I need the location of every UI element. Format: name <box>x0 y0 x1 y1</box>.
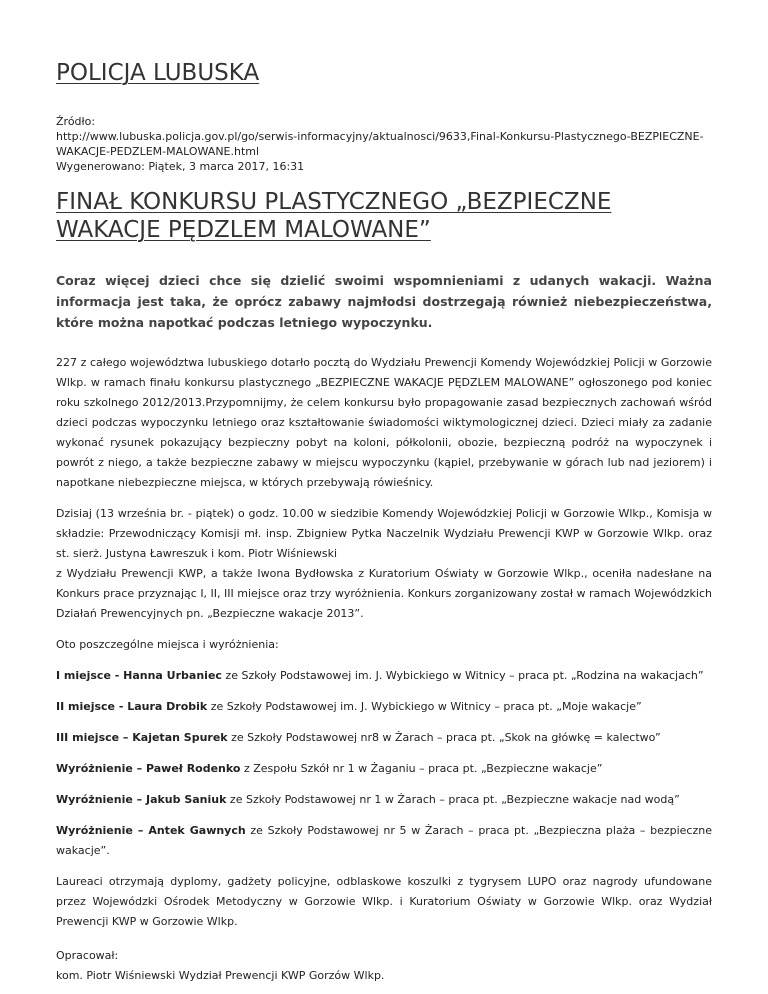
award-item <box>56 666 712 686</box>
award-item <box>56 697 712 717</box>
site-title[interactable]: POLICJA LUBUSKA <box>56 60 260 86</box>
article-title[interactable]: FINAŁ KONKURSU PLASTYCZNEGO „BEZPIECZNE WAKACJE PĘDZLEM MALOWANE” <box>56 188 612 243</box>
award-description: ze Szkoły Podstawowej nr 5 w Żarach – praca pt. „Bezpieczna plaża – bezpieczne wakacje”. <box>56 823 712 857</box>
award-winner: Wyróżnienie – Jakub Saniuk <box>56 792 227 806</box>
award-winner: II miejsce - Laura Drobik <box>56 699 208 713</box>
award-description: z Zespołu Szkół nr 1 w Żaganiu – praca pt. „Bezpieczne wakacje” <box>240 761 603 775</box>
award-description: ze Szkoły Podstawowej nr 1 w Żarach – praca pt. „Bezpieczne wakacje nad wodą” <box>226 792 680 806</box>
award-item <box>56 821 712 861</box>
author-label: Opracował: <box>56 948 119 962</box>
award-item <box>56 790 712 810</box>
article-paragraph-1: 227 z całego województwa lubuskiego dotarło pocztą do Wydziału Prewencji Komendy Wojewódzkiej Policji w Gorzowie Wlkp. w ramach finału konkursu plastycznego „BEZPIECZNE WAKACJE PĘDZLEM MALOWANE” ogłoszonego pod koniec roku szkolnego 2012/2013.Przypomnijmy, że celem konkursu było propagowanie zasad bezpiecznych zachowań wśród dzieci podczas wypoczynku letniego oraz kształtowanie świadomości wiktymologicznej dzieci. Dzieci miały za zadanie wykonać rysunek pokazujący bezpieczny pobyt na koloni, półkolonii, obozie, bezpieczną podróż na wypoczynek i powrót z niego, a także bezpieczne zabawy w miejscu wypoczynku (kąpiel, przebywanie w górach lub nad jeziorem) i napotkane niebezpieczne miejsca, w których przebywają rówieśnicy. <box>56 355 712 489</box>
award-description: ze Szkoły Podstawowej im. J. Wybickiego w Witnicy – praca pt. „Rodzina na wakacjach” <box>221 668 704 682</box>
award-winner: Wyróżnienie – Antek Gawnych <box>56 823 246 837</box>
award-winner: Wyróżnienie – Paweł Rodenko <box>56 761 241 775</box>
award-winner: I miejsce - Hanna Urbaniec <box>56 668 222 682</box>
article-paragraph-2-part-b: z Wydziału Prewencji KWP, a także Iwona Bydłowska z Kuratorium Oświaty w Gorzowie Wlkp., oceniła nadesłane na Konkurs prace przyznając I, II, III miejsce oraz trzy wyróżnienia. Konkurs zorganizowany został w ramach Wojewódzkich Działań Prewencyjnych pn. „Bezpieczne wakacje 2013”. <box>56 566 712 620</box>
author-name: kom. Piotr Wiśniewski Wydział Prewencji KWP Gorzów Wlkp. <box>56 968 385 982</box>
article-paragraph-3: Laureaci otrzymają dyplomy, gadżety policyjne, odblaskowe koszulki z tygrysem LUPO oraz nagrody ufundowane przez Wojewódzki Ośrodek Metodyczny w Gorzowie Wlkp. i Kuratorium Oświaty w Gorzowie Wlkp. oraz Wydział Prewencji KWP w Gorzowie Wlkp. <box>56 874 712 928</box>
source-url[interactable]: http://www.lubuska.policja.gov.pl/go/serwis-informacyjny/aktualnosci/9633,Final-Konkursu-Plastycznego-BEZPIECZNE-WAKACJE-PEDZLEM-MALOWANE.html <box>56 129 704 158</box>
source-meta <box>56 114 712 174</box>
award-description: ze Szkoły Podstawowej nr8 w Żarach – praca pt. „Skok na główkę = kalectwo” <box>227 730 661 744</box>
source-label: Źródło: <box>56 114 96 128</box>
award-description: ze Szkoły Podstawowej im. J. Wybickiego w Witnicy – praca pt. „Moje wakacje” <box>207 699 642 713</box>
awards-intro: Oto poszczególne miejsca i wyróżnienia: <box>56 637 279 651</box>
article-paragraph-2 <box>56 504 712 624</box>
author-block <box>56 946 712 986</box>
award-item <box>56 759 712 779</box>
award-item <box>56 728 712 748</box>
article-lead: Coraz więcej dzieci chce się dzielić swoimi wspomnieniami z udanych wakacji. Ważna informacja jest taka, że oprócz zabawy najmłodsi dostrzegają również niebezpieczeństwa, które można napotkać podczas letniego wypoczynku. <box>56 272 712 330</box>
article-paragraph-2-part-a: Dzisiaj (13 września br. - piątek) o godz. 10.00 w siedzibie Komendy Wojewódzkiej Policji w Gorzowie Wlkp., Komisja w składzie: Przewodniczący Komisji mł. insp. Zbigniew Pytka Naczelnik Wydziału Prewencji KWP w Gorzowie Wlkp. oraz st. sierż. Justyna Ławreszuk i kom. Piotr Wiśniewski <box>56 506 712 560</box>
award-winner: III miejsce – Kajetan Spurek <box>56 730 228 744</box>
generated-date: Wygenerowano: Piątek, 3 marca 2017, 16:31 <box>56 159 305 173</box>
